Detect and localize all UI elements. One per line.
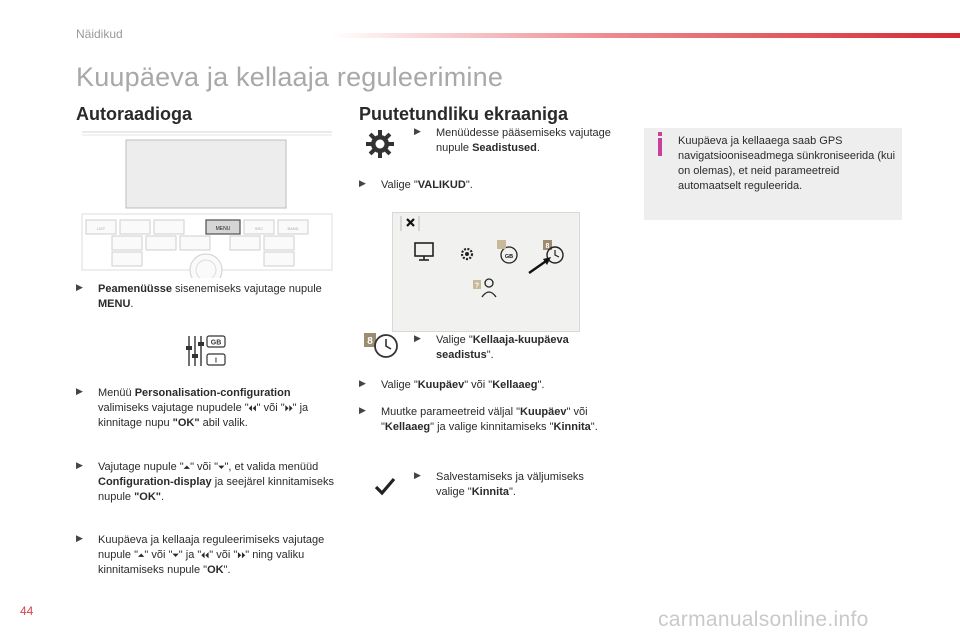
hand-pointer-icon: [529, 257, 551, 273]
page-title: Kuupäeva ja kellaaja reguleerimine: [76, 62, 504, 92]
radio-menu-button-label: MENU: [215, 226, 231, 232]
right-step-1: ▶ Menüüdesse pääsemiseks vajutage nupule Seadistused.: [414, 126, 611, 154]
bullet-triangle-icon: ▶: [76, 386, 83, 396]
radio-panel-illustration: [76, 128, 336, 278]
clock-icon: [364, 332, 400, 360]
radio-list-label: LIST: [96, 226, 106, 231]
checkmark-icon: [374, 476, 396, 496]
bullet-triangle-icon: ▶: [76, 282, 83, 292]
right-step-4: ▶ Valige "Kuupäev" või "Kellaaeg".: [359, 378, 545, 391]
info-icon-stem: [658, 138, 662, 156]
clock-screen-badge: 8: [545, 243, 550, 250]
flag-gear-icon: [462, 249, 472, 259]
info-box: [644, 128, 902, 220]
gb-badge-label: GB: [210, 339, 222, 347]
header-accent-bar: [330, 33, 960, 38]
left-step-1: ▶ Peamenüüsse sisenemiseks vajutage nupule MENU.: [76, 282, 322, 310]
radio-band-label: BAND: [287, 226, 299, 231]
right-step-5: ▶ Muutke parameetreid väljal "Kuupäev" või "Kellaaeg" ja valige kinnitamiseks "Kinnita".: [359, 405, 598, 433]
bullet-triangle-icon: ▶: [359, 178, 366, 188]
left-step-3: ▶ Vajutage nupule "⏶" või "⏷", et valida menüüd Configuration-display ja seejärel kinnitamiseks nupule "OK".: [76, 460, 334, 503]
info-icon: [658, 132, 662, 136]
right-step-2: ▶ Valige "VALIKUD".: [359, 178, 473, 191]
gb-bubble-icon: [497, 240, 517, 263]
section-label: Näidikud: [76, 27, 123, 41]
radio-src-label: SRC: [254, 226, 264, 231]
touchscreen-options-screenshot: [392, 212, 580, 332]
gb-screen-label: GB: [504, 254, 514, 260]
i-badge-label: I: [215, 357, 217, 365]
info-text: Kuupäeva ja kellaaega saab GPS navigatsiooniseadmega sünkroniseerida (kui on olemas), et neid parameetreid automaatselt reguleerida.: [678, 135, 896, 192]
left-step-2: ▶ Menüü Personalisation-configuration valimiseks vajutage nupudele "⏴⏴" või "⏵⏵" ja kinnitage nupu "OK" abil valik.: [76, 386, 309, 429]
heading-touchscreen: Puutetundliku ekraaniga: [359, 104, 569, 124]
right-step-6: ▶ Salvestamiseks ja väljumiseks valige "Kinnita".: [414, 470, 584, 498]
bullet-triangle-icon: ▶: [414, 333, 421, 343]
bullet-triangle-icon: ▶: [359, 378, 366, 388]
heading-car-radio: Autoraadioga: [76, 104, 193, 124]
bullet-triangle-icon: ▶: [76, 533, 83, 543]
sliders-icon: [186, 332, 230, 370]
bullet-triangle-icon: ▶: [414, 470, 421, 480]
gear-icon: [364, 128, 396, 160]
bullet-triangle-icon: ▶: [359, 405, 366, 415]
clock-badge-label: 8: [367, 336, 373, 347]
monitor-icon: [415, 243, 433, 260]
left-step-4: ▶ Kuupäeva ja kellaaja reguleerimiseks vajutage nupule "⏶" või "⏷" ja "⏴⏴" või "⏵⏵" ning valiku kinnitamiseks nupule "OK".: [76, 533, 325, 576]
page-number: 44: [20, 604, 34, 618]
watermark: carmanualsonline.info: [658, 608, 869, 631]
bullet-triangle-icon: ▶: [414, 126, 421, 136]
right-step-3: ▶ Valige "Kellaaja-kuupäeva seadistus".: [414, 333, 569, 361]
help-person-icon: [473, 279, 496, 297]
close-icon: [407, 219, 414, 226]
help-screen-badge: ?: [474, 282, 480, 290]
bullet-triangle-icon: ▶: [76, 460, 83, 470]
